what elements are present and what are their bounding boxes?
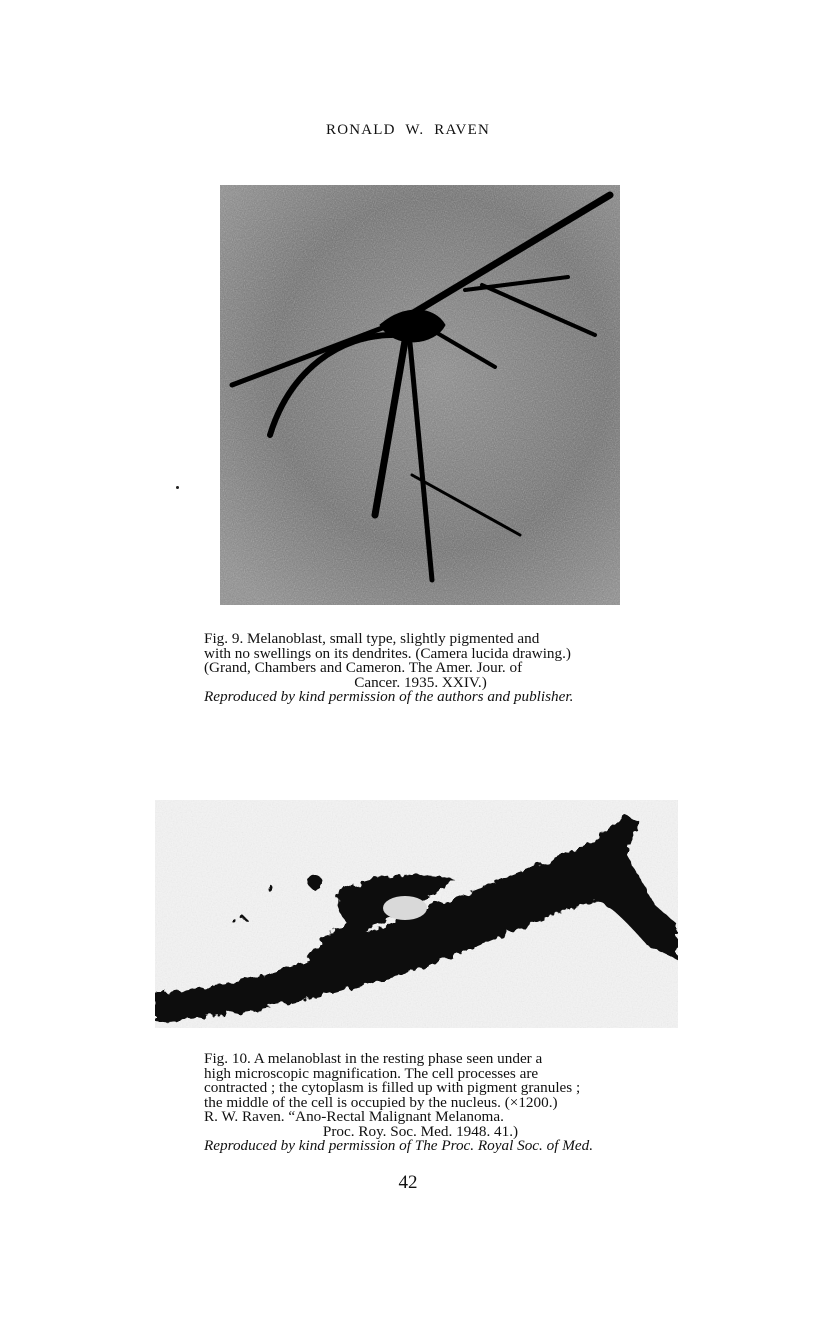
caption-line: high microscopic magnification. The cell processes are <box>204 1064 539 1082</box>
figure-10-image <box>155 800 678 1028</box>
caption-line: R. W. Raven. “Ano-Rectal Malignant Melanoma. <box>204 1108 504 1125</box>
caption-line: Proc. Roy. Soc. Med. 1948. 41.) <box>322 1122 519 1140</box>
reproduction-credit: Reproduced by kind permission of the authors and publisher. <box>204 688 574 705</box>
caption-line: (Grand, Chambers and Cameron. The Amer. Jour. of <box>204 659 523 676</box>
caption-line: with no swellings on its dendrites. (Camera lucida drawing.) <box>204 644 571 662</box>
stray-mark <box>176 486 179 489</box>
cell-nucleus <box>383 896 427 920</box>
caption-line: Cancer. 1935. XXIV.) <box>354 673 487 691</box>
caption-line: contracted ; the cytoplasm is filled up with pigment granules ; <box>204 1079 581 1096</box>
reproduction-credit: Reproduced by kind permission of The Proc. Royal Soc. of Med. <box>204 1137 594 1154</box>
caption-line: the middle of the cell is occupied by the nucleus. (×1200.) <box>204 1093 558 1111</box>
figure-10-caption <box>204 1052 637 1154</box>
running-head: RONALD W. RAVEN <box>326 122 490 138</box>
page-number: 42 <box>398 1172 418 1193</box>
caption-line: Fig. 9. Melanoblast, small type, slightly pigmented and <box>204 630 540 647</box>
figure-9-image <box>220 185 620 605</box>
figure-9-caption <box>204 632 637 705</box>
caption-line: Fig. 10. A melanoblast in the resting phase seen under a <box>204 1050 543 1067</box>
